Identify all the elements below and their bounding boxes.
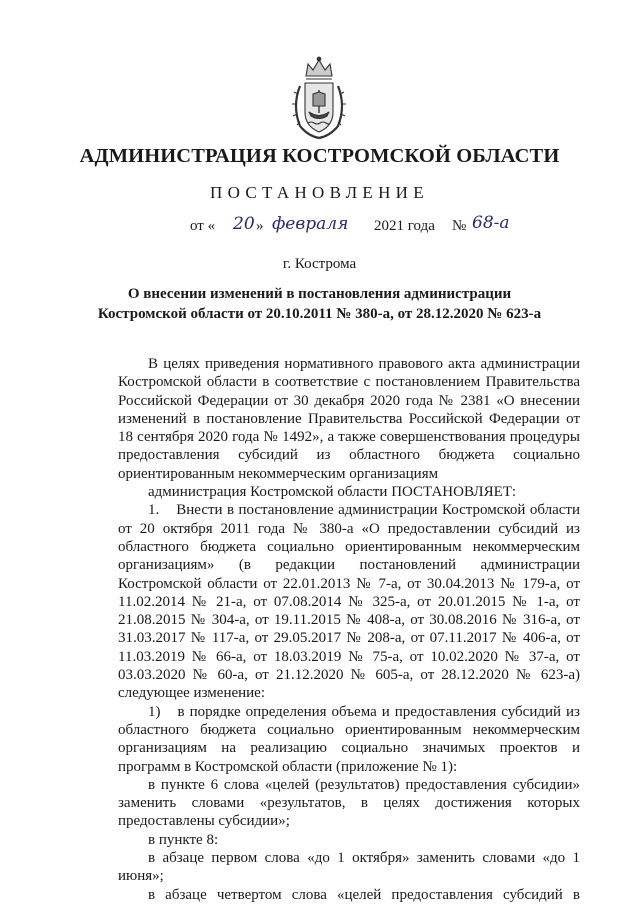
document-type: ПОСТАНОВЛЕНИЕ [210, 183, 429, 202]
item-1-text: Внести в постановление администрации Костромской области от 20 октября 2011 года № 380-а «О предоставлении субсидий из областного бюджета социально ориентированным некоммерческим организациям» (в редакции постановлений администрации Костромской области от 22.01.2013 № 7-а, от 30.04.2013 № 179-а, от 11.02.2014 № 21-а, от 07.08.2014 № 325-а, от 20.01.2015 № 1-а, от 21.08.2015 № 304-а, от 19.11.2015 № 408-а, от 30.08.2016 № 316-а, от 31.03.2017 № 117-а, от 29.05.2017 № 208-а, от 07.11.2017 № 406-а, от 11.03.2019 № 66-а, от 18.03.2019 № 75-а, от 10.02.2020 № 37-а, от 03.03.2020 № 60-а, от 21.12.2020 № 605-а, от 28.12.2020 № 623-а) следующее изменение: [118, 502, 580, 702]
clause-6-paragraph: в пункте 6 слова «целей (результатов) предоставления субсидии» заменить словами «результатов, в целях достижения которых предоставлены субсидии»; [118, 776, 580, 830]
date-day: 20 [233, 214, 255, 234]
decree-number: 68-а [472, 213, 510, 233]
organization-title: АДМИНИСТРАЦИЯ КОСТРОМСКОЙ ОБЛАСТИ [79, 145, 560, 167]
subitem-1-paragraph [118, 703, 580, 776]
preamble-paragraph: В целях приведения нормативного правового акта администрации Костромской области в соответствие с постановлением Правительства Российской Федерации от 30 декабря 2020 года № 2381 «О внесении изменений в постановление Правительства Российской Федерации от 18 сентября 2020 года № 1492», а также совершенствования процедуры предоставления субсидий из областного бюджета социально ориентированным некоммерческим организациям [118, 356, 580, 482]
subject-line-2: Костромской области от 20.10.2011 № 380-а, от 28.12.2020 № 623-а [97, 306, 542, 322]
city: г. Кострома [282, 256, 357, 272]
item-1-number: 1. [148, 502, 160, 519]
date-month: февраля [272, 214, 349, 234]
clause-8-abzats-1: в абзаце первом слова «до 1 октября» заменить словами «до 1 июня»; [118, 850, 580, 885]
decree-body [118, 355, 580, 904]
clause-8-abzats-4: в абзаце четвертом слова «целей предоставления субсидий в [148, 886, 580, 903]
subject-line-1: О внесении изменений в постановления администрации [127, 286, 512, 302]
subitem-1-number: 1) [148, 703, 161, 720]
date-close-quote: » [256, 218, 264, 234]
subitem-1-text: в порядке определения объема и предоставления субсидий из областного бюджета социально ориентированным некоммерческим организациям на реализацию социально значимых проектов и программ в Костромской области (приложение № 1): [118, 703, 580, 775]
resolves-paragraph: администрация Костромской области ПОСТАНОВЛЯЕТ: [148, 484, 517, 501]
item-1-paragraph [118, 501, 580, 702]
clause-8-paragraph: в пункте 8: [148, 831, 219, 848]
decree-subject [0, 284, 639, 324]
date-line [0, 213, 639, 246]
date-prefix: от « [190, 218, 216, 234]
date-year: 2021 года [374, 218, 435, 234]
coat-of-arms-icon [290, 56, 348, 140]
number-sign: № [452, 218, 467, 234]
